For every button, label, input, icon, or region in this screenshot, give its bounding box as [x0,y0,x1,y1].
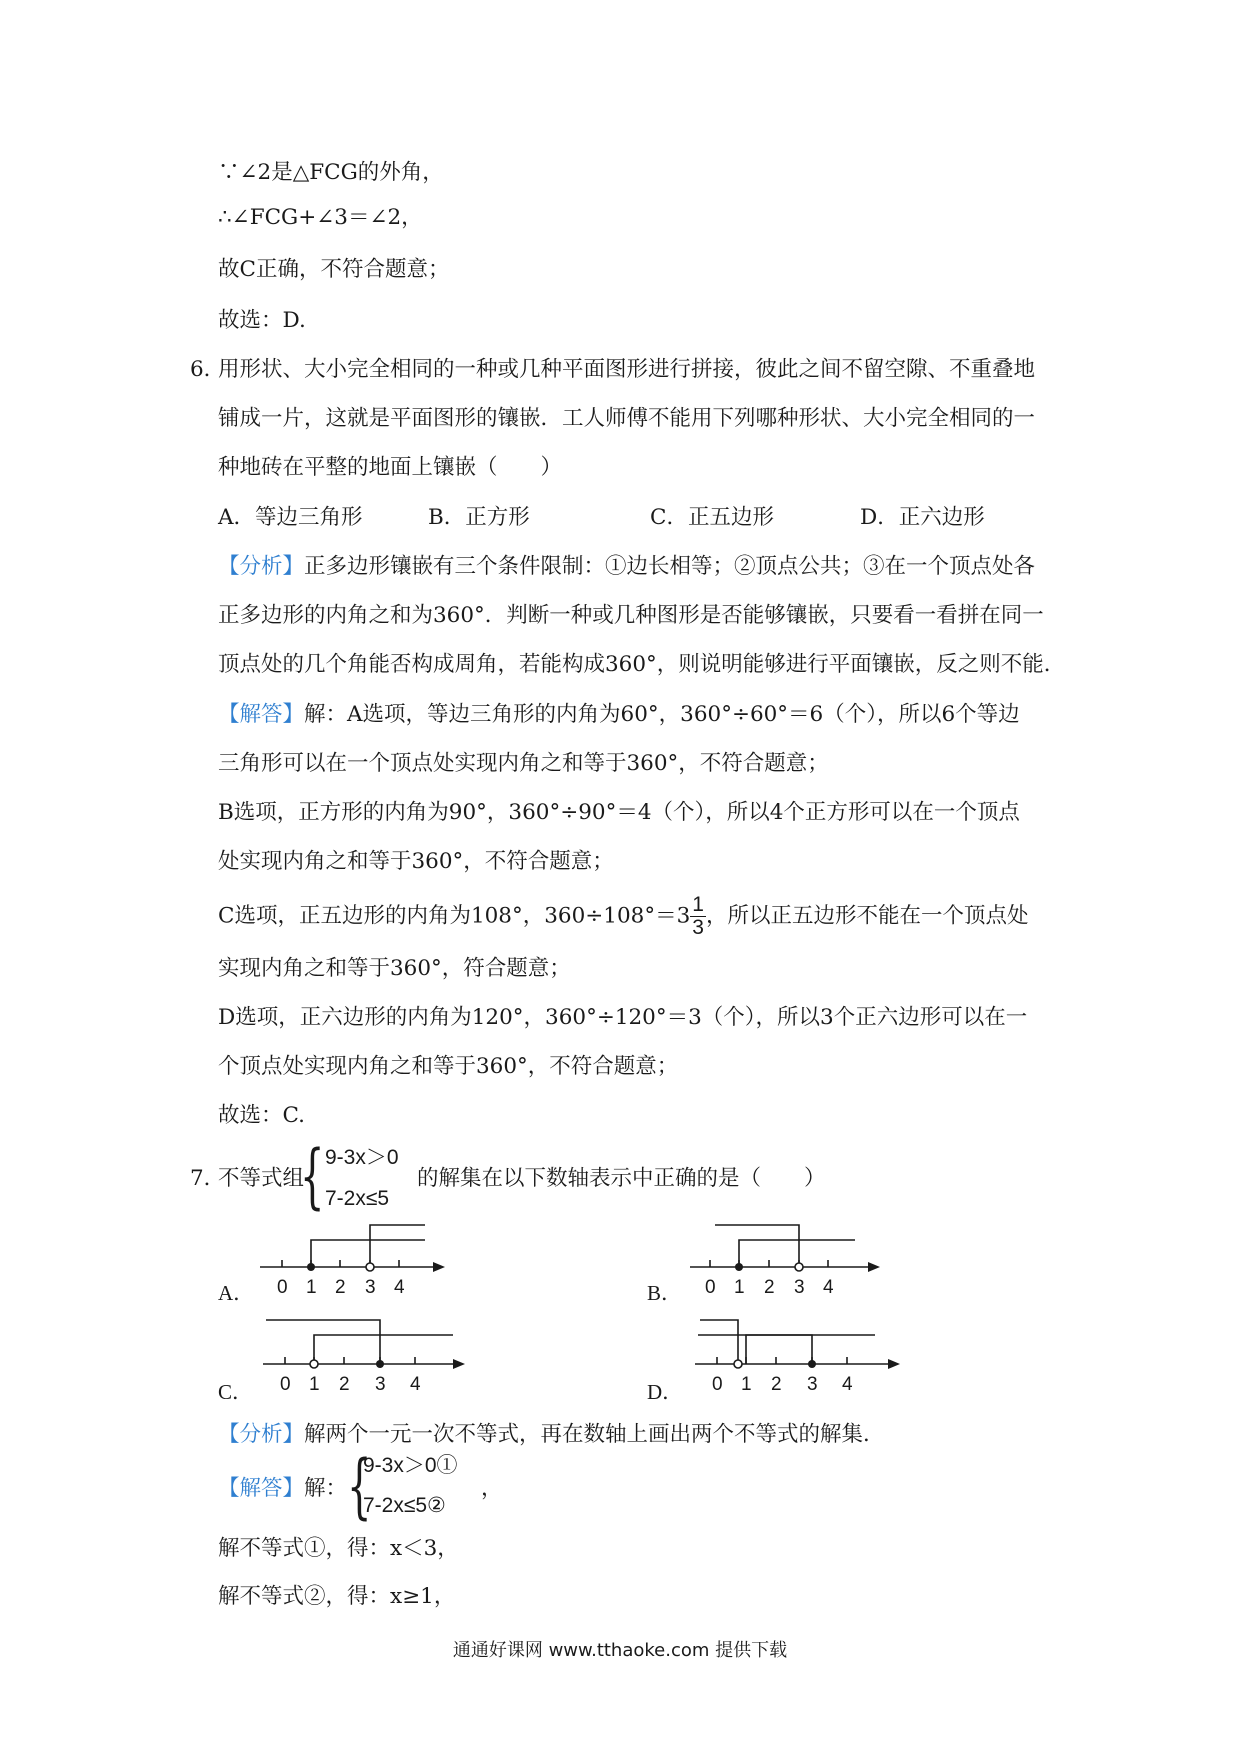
question-7-stem-pre: 不等式组 [218,1166,305,1191]
answer-prefix: 解： [304,1476,348,1501]
q6-answer-2: 三角形可以在一个顶点处实现内角之和等于360°，不符合题意； [218,751,829,776]
q7-option-d-label: D． [647,1380,684,1404]
prev-line-3: 故C正确，不符合题意； [218,257,450,282]
answer-text-1: 解：A选项，等边三角形的内角为60°，360°÷60°＝6（个），所以6个等边 [304,702,1020,727]
tick-label: 0 [280,1374,291,1395]
q6-answer-3: B选项，正方形的内角为90°，360°÷90°＝4（个），所以4个正方形可以在一个顶点 [218,800,1020,825]
tick-label: 4 [842,1374,853,1395]
answer-text-5-pre: C选项，正五边形的内角为108°，360÷108°＝3 [218,903,691,929]
tick-label: 0 [277,1277,288,1298]
tick-label: 3 [365,1277,376,1298]
question-6-stem-1: 用形状、大小完全相同的一种或几种平面图形进行拼接，彼此之间不留空隙、不重叠地 [218,357,1036,382]
q7-step-1: 解不等式①，得：x＜3， [218,1536,459,1561]
q6-analysis-3: 顶点处的几个角能否构成周角，若能构成360°，则说明能够进行平面镶嵌，反之则不能． [218,652,1066,677]
q7-option-c-label: C． [218,1380,254,1404]
tick-label: 1 [741,1374,752,1395]
answer-tag: 【解答】 [218,1476,305,1501]
number-line-a [255,1220,445,1300]
question-7-stem-post: 的解集在以下数轴表示中正确的是（ ） [417,1166,826,1191]
page-footer: 通通好课网 www.tthaoke.com 提供下载 [452,1640,788,1661]
q7-analysis [218,1420,885,1450]
number-line-b [685,1220,885,1300]
tick-label: 3 [807,1374,818,1395]
q7-option-b-label: B． [647,1281,683,1305]
tick-label: 1 [734,1277,745,1298]
answer-system-ineq-2: 7-2x≤5② [363,1494,446,1517]
q7-step-2: 解不等式②，得：x≥1， [218,1584,456,1609]
prev-line-4: 故选：D. [218,308,306,333]
tick-label: 0 [712,1374,723,1395]
q6-option-b: B．正方形 [428,505,530,530]
answer-tag: 【解答】 [218,702,305,727]
system-brace: { [300,1135,325,1217]
mixed-fraction [690,894,706,939]
q6-answer-1 [218,700,1020,730]
question-6-stem-3: 种地砖在平整的地面上镶嵌（ ） [218,455,563,480]
tick-label: 4 [410,1374,421,1395]
system-ineq-2: 7-2x≤5 [325,1187,390,1210]
q6-option-c: C．正五边形 [650,505,774,530]
q6-option-a: A．等边三角形 [218,505,363,530]
tick-label: 2 [771,1374,782,1395]
q6-answer-9: 故选：C. [218,1103,306,1128]
question-6-stem-2: 铺成一片，这就是平面图形的镶嵌．工人师傅不能用下列哪种形状、大小完全相同的一 [218,406,1036,431]
analysis-tag: 【分析】 [218,554,305,579]
number-line-c [258,1315,478,1395]
fraction-denominator: 3 [692,916,704,939]
q6-answer-8: 个顶点处实现内角之和等于360°，不符合题意； [218,1054,679,1079]
tick-label: 0 [705,1277,716,1298]
tick-label: 2 [335,1277,346,1298]
question-7-number: 7． [190,1166,226,1191]
q7-answer-head [218,1474,347,1504]
answer-text-5-post: ，所以正五边形不能在一个顶点处 [705,903,1029,929]
tick-label: 3 [375,1374,386,1395]
prev-line-2: ∴∠FCG+∠3＝∠2， [218,205,423,230]
tick-label: 1 [309,1374,320,1395]
q6-answer-7: D选项，正六边形的内角为120°，360°÷120°＝3（个），所以3个正六边形可以在一 [218,1005,1028,1030]
analysis-text-1: 正多边形镶嵌有三个条件限制：①边长相等；②顶点公共；③在一个顶点处各 [304,554,1036,579]
number-line-d [690,1315,910,1395]
q6-answer-4: 处实现内角之和等于360°，不符合题意； [218,849,614,874]
q6-answer-5 [218,894,1028,939]
tick-label: 1 [306,1277,317,1298]
q6-answer-6: 实现内角之和等于360°，符合题意； [218,956,571,981]
system-ineq-1: 9-3x＞0 [325,1146,399,1169]
answer-system-ineq-1: 9-3x＞0① [363,1454,458,1477]
tick-label: 4 [823,1277,834,1298]
answer-system-comma: ， [481,1476,503,1501]
tick-label: 2 [339,1374,350,1395]
q6-analysis-2: 正多边形的内角之和为360°．判断一种或几种图形是否能够镶嵌，只要看一看拼在同一 [218,603,1044,628]
prev-line-1: ∵∠2是△FCG的外角， [218,160,444,185]
fraction-numerator: 1 [692,893,704,916]
answer-system-brace: { [347,1445,372,1527]
q6-analysis-1 [218,552,1035,582]
tick-label: 2 [764,1277,775,1298]
q6-option-d: D．正六边形 [860,505,985,530]
tick-label: 3 [794,1277,805,1298]
tick-label: 4 [394,1277,405,1298]
question-6-number: 6． [190,357,226,382]
q7-option-a-label: A． [218,1281,255,1305]
analysis-text: 解两个一元一次不等式，再在数轴上画出两个不等式的解集． [304,1422,885,1447]
analysis-tag: 【分析】 [218,1422,305,1447]
